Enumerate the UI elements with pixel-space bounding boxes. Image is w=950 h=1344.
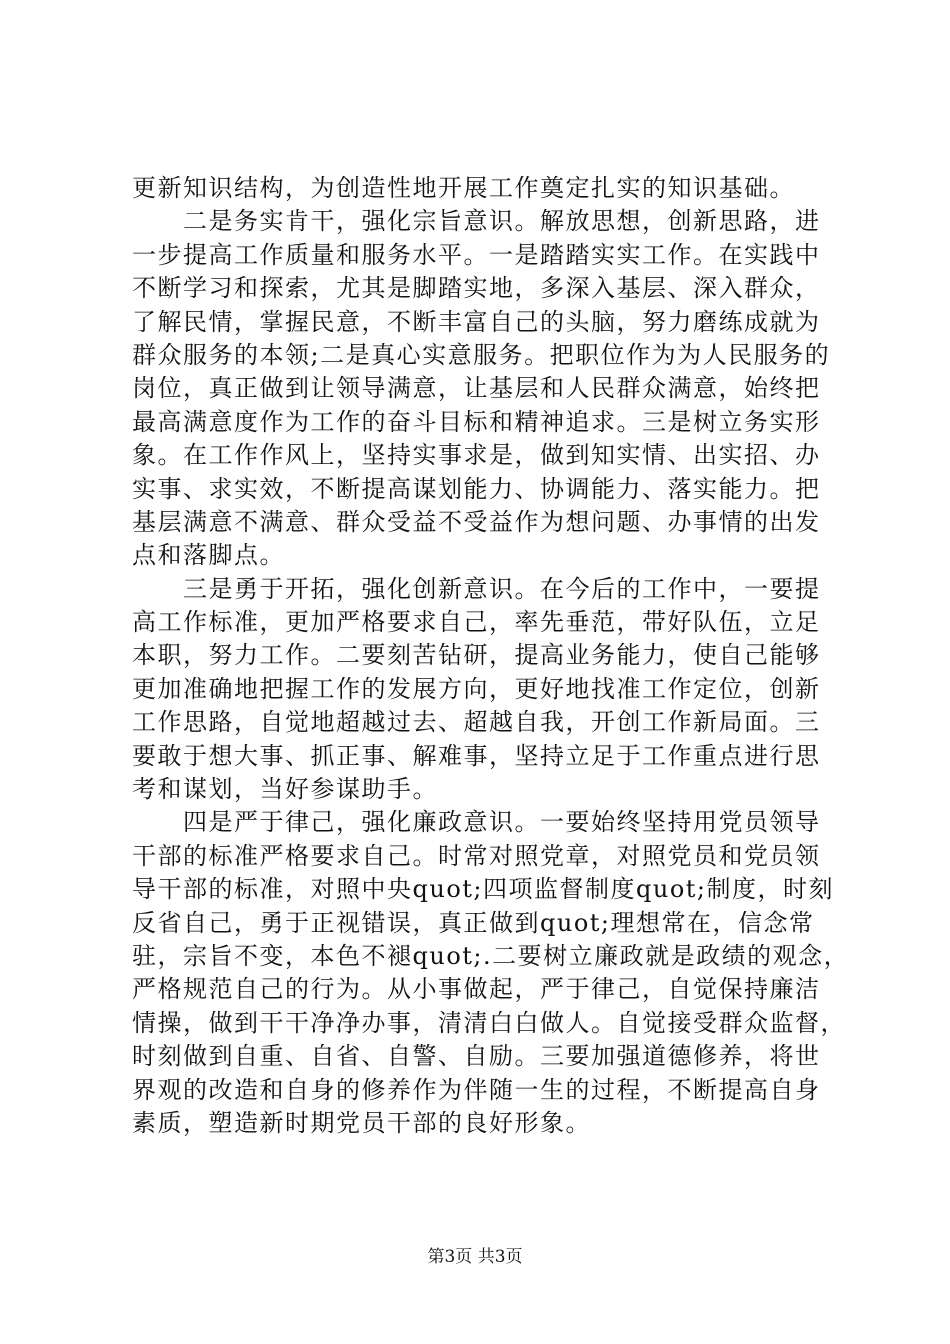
text-line: 最高满意度作为工作的奋斗目标和精神追求。三是树立务实形	[132, 407, 821, 436]
text-line: 岗位，真正做到让领导满意，让基层和人民群众满意，始终把	[132, 374, 821, 403]
text-line: 素质，塑造新时期党员干部的良好形象。	[132, 1108, 591, 1137]
text-line: 更新知识结构，为创造性地开展工作奠定扎实的知识基础。	[132, 174, 795, 202]
text-line: 时刻做到自重、自省、自警、自励。三要加强道德修养，将世	[132, 1042, 821, 1071]
text-line: 更加准确地把握工作的发展方向，更好地找准工作定位，创新	[132, 674, 821, 703]
text-line: 不断学习和探索，尤其是脚踏实地，多深入基层、深入群众，	[132, 274, 821, 303]
text-line: 二是务实肯干，强化宗旨意识。解放思想，创新思路，进	[132, 207, 821, 236]
text-line: 要敢于想大事、抓正事、解难事，坚持立足于工作重点进行思	[132, 741, 821, 770]
text-line: 本职，努力工作。二要刻苦钻研，提高业务能力，使自己能够	[132, 641, 821, 670]
text-line: 了解民情，掌握民意，不断丰富自己的头脑，努力磨练成就为	[132, 307, 821, 336]
text-line: 象。在工作作风上，坚持实事求是，做到知实情、出实招、办	[132, 441, 821, 470]
text-line: 界观的改造和自身的修养作为伴随一生的过程，不断提高自身	[132, 1075, 821, 1104]
text-line: 群众服务的本领;二是真心实意服务。把职位作为为人民服务的	[132, 340, 831, 369]
text-line: 情操，做到干干净净办事，清清白白做人。自觉接受群众监督，	[132, 1008, 846, 1037]
document-body	[132, 172, 850, 1140]
page-footer: 第3页 共3页	[427, 1247, 523, 1267]
text-line: 三是勇于开拓，强化创新意识。在今后的工作中，一要提	[132, 574, 821, 603]
text-line: 严格规范自己的行为。从小事做起，严于律己，自觉保持廉洁	[132, 975, 821, 1004]
text-line: 干部的标准严格要求自己。时常对照党章，对照党员和党员领	[132, 841, 821, 870]
text-line: 点和落脚点。	[132, 541, 285, 570]
text-line: 基层满意不满意、群众受益不受益作为想问题、办事情的出发	[132, 507, 821, 536]
text-line: 考和谋划，当好参谋助手。	[132, 775, 438, 804]
text-line: 四是严于律己，强化廉政意识。一要始终坚持用党员领导	[132, 808, 821, 837]
text-line: 导干部的标准，对照中央quot;四项监督制度quot;制度，时刻	[132, 875, 834, 904]
text-line: 驻，宗旨不变，本色不褪quot;.二要树立廉政就是政绩的观念，	[132, 941, 850, 970]
text-line: 一步提高工作质量和服务水平。一是踏踏实实工作。在实践中	[132, 240, 821, 269]
text-line: 高工作标准，更加严格要求自己，率先垂范，带好队伍，立足	[132, 608, 821, 637]
text-line: 反省自己，勇于正视错误，真正做到quot;理想常在，信念常	[132, 908, 815, 937]
text-line: 实事、求实效，不断提高谋划能力、协调能力、落实能力。把	[132, 474, 821, 503]
text-line: 工作思路，自觉地超越过去、超越自我，开创工作新局面。三	[132, 708, 821, 737]
